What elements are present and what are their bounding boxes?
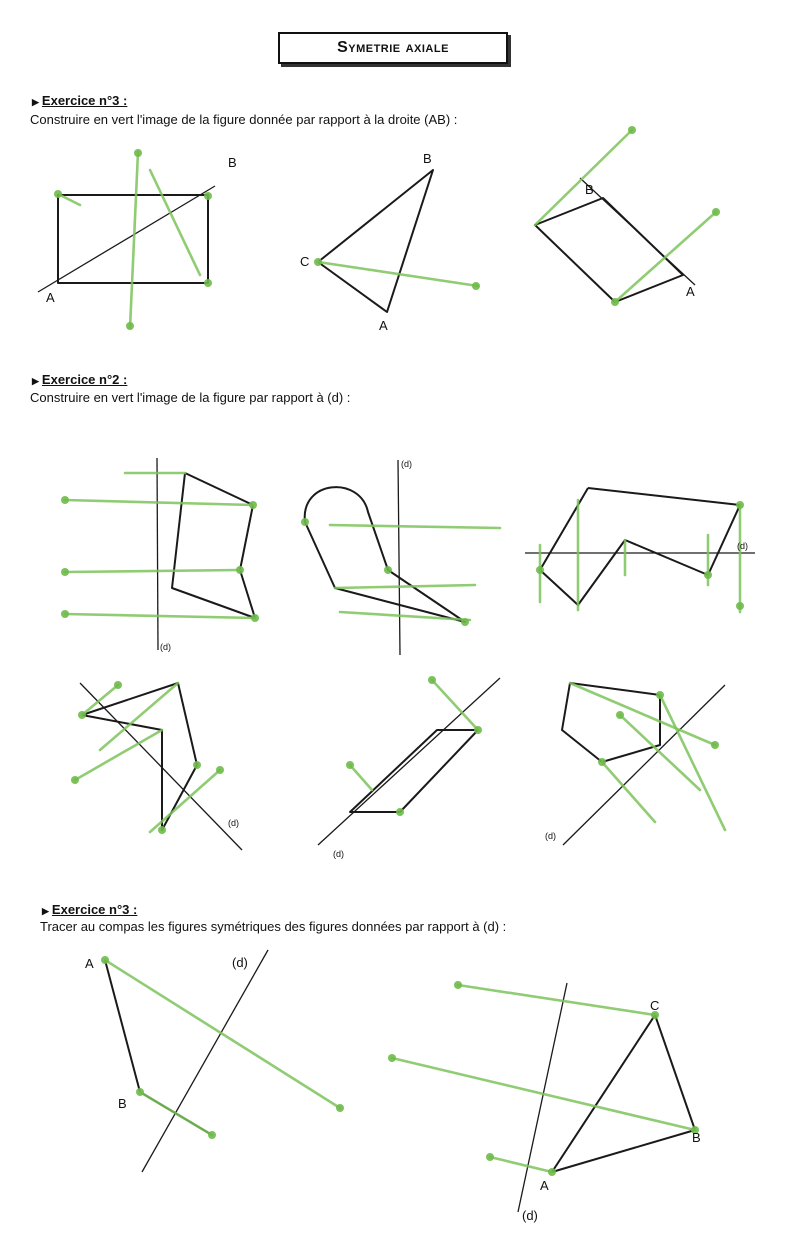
ex1-figure-rectangle <box>38 149 237 330</box>
exercise-1-instruction: Construire en vert l'image de la figure donnée par rapport à la droite (AB) : <box>30 112 458 127</box>
exercise-2-instruction: Construire en vert l'image de la figure par rapport à (d) : <box>30 390 351 405</box>
ex3-figure-segment <box>85 950 344 1172</box>
label-A: A <box>85 956 94 971</box>
label-A: A <box>46 290 55 305</box>
label-C: C <box>650 998 660 1013</box>
arrow-icon: ▶ <box>32 97 39 107</box>
ex2-figure-5 <box>318 676 500 859</box>
arrow-icon: ▶ <box>42 906 49 916</box>
label-d: (d) <box>401 459 412 469</box>
label-C: C <box>300 254 310 269</box>
exercise-1-heading-text: Exercice n°3 : <box>41 93 128 108</box>
page-title: Symetrie axiale <box>278 32 508 64</box>
exercise-3-heading-text: Exercice n°3 : <box>51 902 138 917</box>
ex1-figure-triangle <box>300 151 480 333</box>
label-B: B <box>423 151 432 166</box>
label-d: (d) <box>160 642 171 652</box>
ex2-figure-1 <box>61 458 259 652</box>
label-d: (d) <box>228 818 239 828</box>
ex2-figure-4 <box>71 681 242 850</box>
label-B: B <box>228 155 237 170</box>
label-d: (d) <box>522 1208 538 1223</box>
ex3-figure-triangle <box>388 981 701 1223</box>
arrow-icon: ▶ <box>32 376 39 386</box>
label-B: B <box>585 182 594 197</box>
exercise-3-instruction: Tracer au compas les figures symétriques des figures données par rapport à (d) : <box>40 919 507 934</box>
label-A: A <box>379 318 388 333</box>
label-d: (d) <box>545 831 556 841</box>
label-B: B <box>118 1096 127 1111</box>
label-d: (d) <box>737 541 748 551</box>
label-B: B <box>692 1130 701 1145</box>
label-d: (d) <box>333 849 344 859</box>
ex2-figure-2 <box>301 459 500 655</box>
label-A: A <box>686 284 695 299</box>
exercise-2-heading-text: Exercice n°2 : <box>41 372 128 387</box>
ex2-figure-3 <box>525 488 755 612</box>
label-d: (d) <box>232 955 248 970</box>
label-A: A <box>540 1178 549 1193</box>
ex1-figure-parallelogram <box>535 126 720 306</box>
ex2-figure-6 <box>545 683 725 845</box>
